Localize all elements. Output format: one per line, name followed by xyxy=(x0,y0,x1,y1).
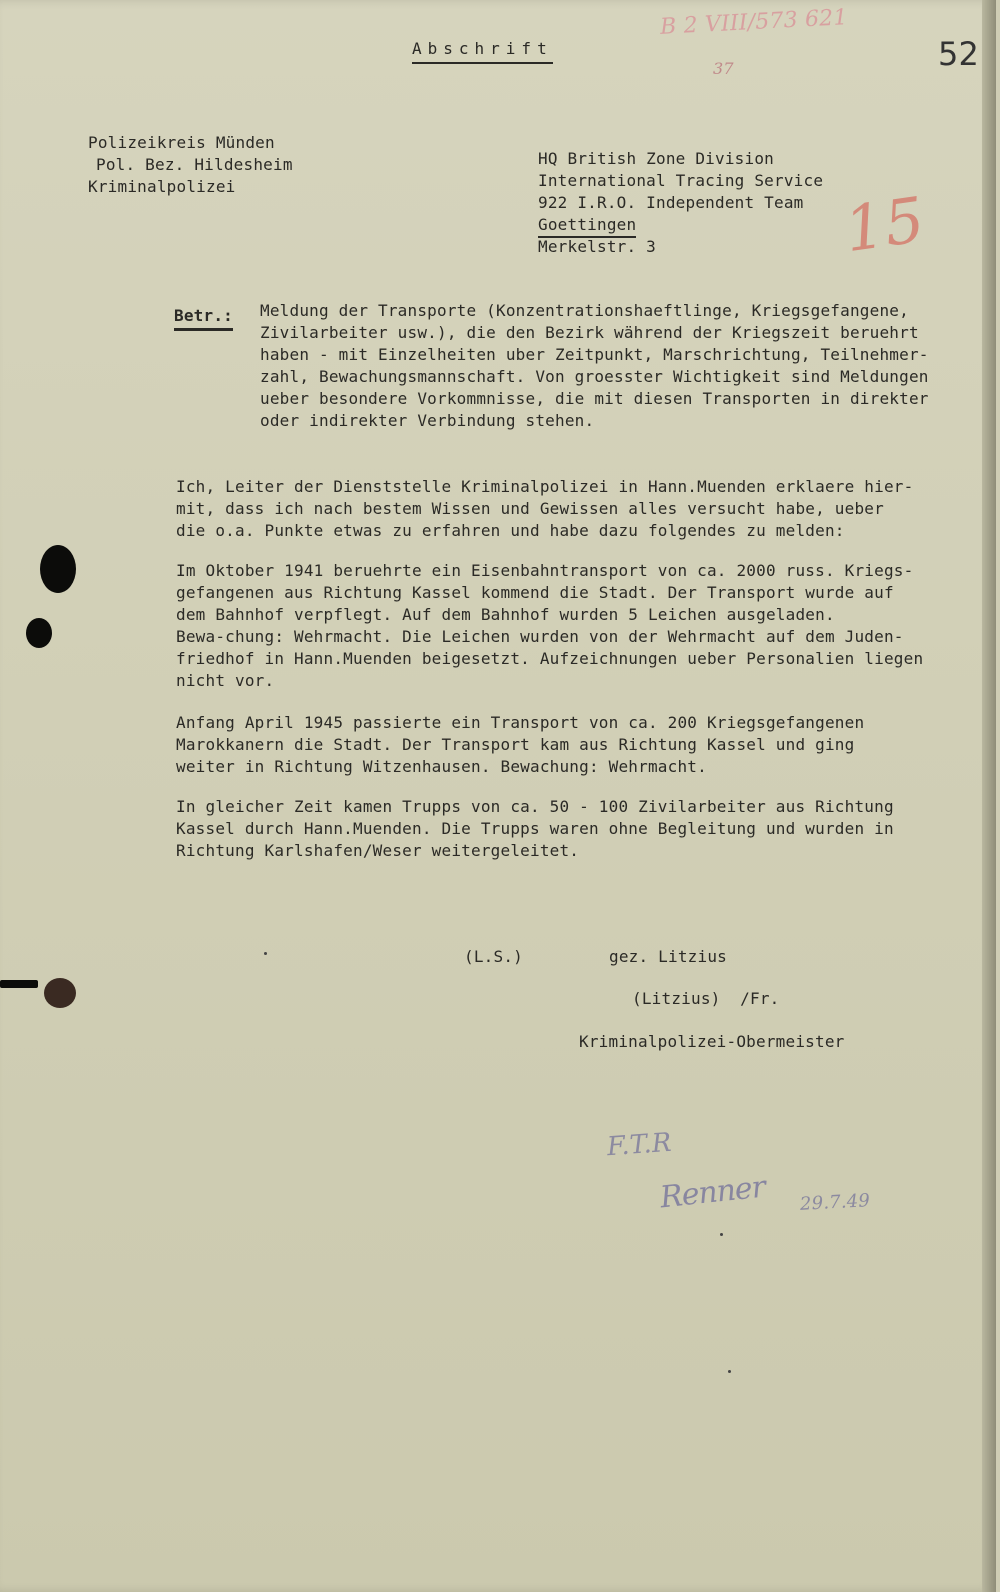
body-line: friedhof in Hann.Muenden beigesetzt. Aufzeichnungen ueber Personalien liegen xyxy=(176,649,924,668)
subject-line: oder indirekter Verbindung stehen. xyxy=(260,411,595,430)
body-line: dem Bahnhof verpflegt. Auf dem Bahnhof wurden 5 Leichen ausgeladen. xyxy=(176,605,835,624)
page-number: 52 xyxy=(938,35,980,73)
sender-line: Polizeikreis Münden xyxy=(88,133,275,152)
speck xyxy=(728,1370,731,1373)
body-line: Anfang April 1945 passierte ein Transport von ca. 200 Kriegsgefangenen xyxy=(176,713,865,732)
speck xyxy=(264,952,267,955)
recipient-city: Goettingen xyxy=(538,214,636,238)
handwritten-date: 29.7.49 xyxy=(799,1190,871,1215)
body-line: weiter in Richtung Witzenhausen. Bewachung: Wehrmacht. xyxy=(176,757,707,776)
subject-line: Zivilarbeiter usw.), die den Bezirk während der Kriegszeit beruehrt xyxy=(260,323,919,342)
body-line: Im Oktober 1941 beruehrte ein Eisenbahntransport von ca. 2000 russ. Kriegs- xyxy=(176,561,914,580)
seal-placeholder: (L.S.) xyxy=(464,947,523,966)
pencil-note: 37 xyxy=(713,59,734,78)
punch-hole-middle xyxy=(26,618,52,648)
subject-line: Meldung der Transporte (Konzentrationshaeftlinge, Kriegsgefangene, xyxy=(260,301,909,320)
handwritten-initials: F.T.R xyxy=(606,1127,673,1163)
body-line: nicht vor. xyxy=(176,671,275,690)
body-line: gefangenen aus Richtung Kassel kommend die Stadt. Der Transport wurde auf xyxy=(176,583,894,602)
sender-line: Pol. Bez. Hildesheim xyxy=(96,155,293,174)
handwritten-signature: Renner xyxy=(658,1169,767,1216)
recipient-line: HQ British Zone Division xyxy=(538,149,774,168)
body-line: Ich, Leiter der Dienststelle Kriminalpolizei in Hann.Muenden erklaere hier- xyxy=(176,477,914,496)
body-line: die o.a. Punkte etwas zu erfahren und habe dazu folgendes zu melden: xyxy=(176,521,845,540)
body-line: Richtung Karlshafen/Weser weitergeleitet. xyxy=(176,841,580,860)
recipient-line: Merkelstr. 3 xyxy=(538,237,656,256)
punch-hole-lower xyxy=(44,978,76,1008)
signatory-rank: Kriminalpolizei-Obermeister xyxy=(579,1032,845,1051)
subject-line: zahl, Bewachungsmannschaft. Von groesster Wichtigkeit sind Meldungen xyxy=(260,367,929,386)
signed-by: gez. Litzius xyxy=(609,947,727,966)
body-line: Marokkanern die Stadt. Der Transport kam aus Richtung Kassel und ging xyxy=(176,735,855,754)
recipient-line: International Tracing Service xyxy=(538,171,824,190)
subject-line: haben - mit Einzelheiten uber Zeitpunkt, Marschrichtung, Teilnehmer- xyxy=(260,345,929,364)
subject-line: ueber besondere Vorkommnisse, die mit diesen Transporten in direkter xyxy=(260,389,929,408)
speck xyxy=(720,1233,723,1236)
binder-mark xyxy=(0,980,38,988)
sender-line: Kriminalpolizei xyxy=(88,177,236,196)
red-pencil-mark: 15 xyxy=(840,182,929,267)
body-line: mit, dass ich nach bestem Wissen und Gewissen alles versucht habe, ueber xyxy=(176,499,884,518)
archive-code: B 2 VIII/573 621 xyxy=(659,5,849,40)
document-title: Abschrift xyxy=(412,38,553,64)
recipient-line: 922 I.R.O. Independent Team xyxy=(538,193,804,212)
body-line: Kassel durch Hann.Muenden. Die Trupps waren ohne Begleitung und wurden in xyxy=(176,819,894,838)
body-line: Bewa-chung: Wehrmacht. Die Leichen wurden von der Wehrmacht auf dem Juden- xyxy=(176,627,904,646)
punch-hole-top xyxy=(40,545,76,593)
page-edge xyxy=(982,0,996,1592)
subject-label: Betr.: xyxy=(174,305,233,331)
signatory-name: (Litzius) /Fr. xyxy=(632,989,780,1008)
body-line: In gleicher Zeit kamen Trupps von ca. 50 - 100 Zivilarbeiter aus Richtung xyxy=(176,797,894,816)
